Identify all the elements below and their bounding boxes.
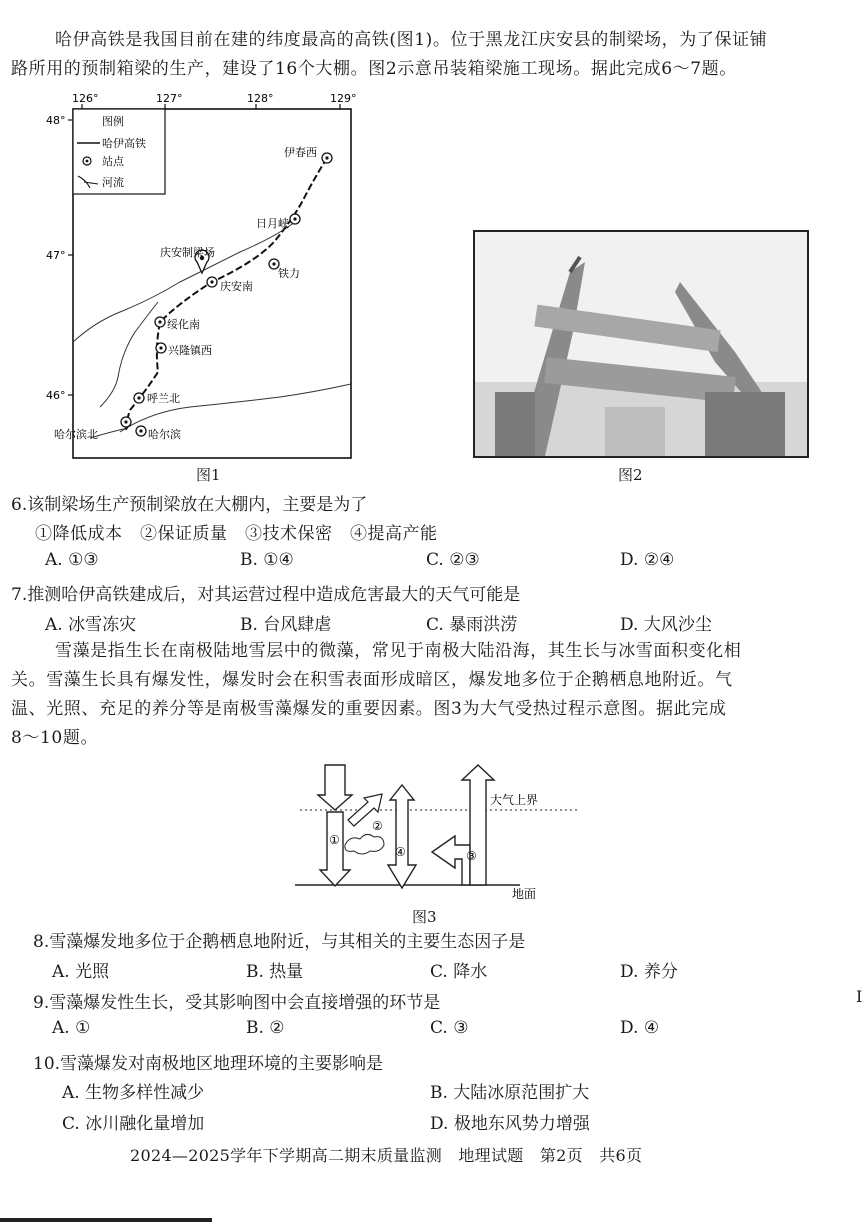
- q6-items: ①降低成本 ②保证质量 ③技术保密 ④提高产能: [35, 524, 438, 544]
- intro-paragraph-1-line-1: 哈伊高铁是我国目前在建的纬度最高的高铁(图1)。位于黑龙江庆安县的制梁场，为了保证铺: [55, 30, 768, 50]
- legend-river-label: 河流: [102, 176, 124, 189]
- arrow-3-counter-radiation: [432, 836, 470, 885]
- figure-2-photo: [473, 230, 809, 458]
- intro-paragraph-2-line-3: 温、光照、充足的养分等是南极雪藻爆发的重要因素。图3为大气受热过程示意图。据此完成: [11, 699, 727, 719]
- margin-mark: I: [856, 987, 863, 1006]
- label-riyuexia: 日月峡: [256, 217, 289, 230]
- lat-label-47: 47°: [46, 249, 66, 262]
- legend-rail-label: 哈伊高铁: [102, 137, 146, 150]
- legend-title: 图例: [102, 115, 124, 128]
- label-suihuanan: 绥化南: [167, 318, 200, 331]
- label-xinglongzhenxi: 兴隆镇西: [168, 344, 212, 357]
- q10-option-c: C. 冰川融化量增加: [62, 1114, 205, 1134]
- q6-option-a: A. ①③: [45, 550, 99, 570]
- q8-option-a: A. 光照: [52, 962, 110, 982]
- atmosphere-top-label: 大气上界: [490, 793, 539, 807]
- label-3: ③: [466, 849, 477, 863]
- lon-label-128: 128°: [247, 92, 274, 105]
- lon-label-127: 127°: [156, 92, 183, 105]
- figure-2-caption: 图2: [618, 466, 643, 484]
- legend-station-label: 站点: [102, 155, 124, 168]
- lat-label-48: 48°: [46, 114, 66, 127]
- label-tieli: 铁力: [278, 267, 300, 280]
- label-site: 庆安制梁场: [160, 246, 215, 259]
- lon-label-126: 126°: [72, 92, 99, 105]
- q6-option-d: D. ②④: [620, 550, 675, 570]
- q7-option-d: D. 大风沙尘: [620, 615, 712, 635]
- page-footer: 2024—2025学年下学期高二期末质量监测 地理试题 第2页 共6页: [130, 1146, 643, 1165]
- q7-stem: 7.推测哈伊高铁建成后，对其运营过程中造成危害最大的天气可能是: [11, 585, 521, 605]
- q7-option-c: C. 暴雨洪涝: [426, 615, 518, 635]
- q10-option-b: B. 大陆冰原范围扩大: [430, 1083, 590, 1103]
- intro-paragraph-2-line-1: 雪藻是指生长在南极陆地雪层中的微藻，常见于南极大陆沿海，其生长与冰雪面积变化相: [55, 641, 742, 661]
- q6-option-b: B. ①④: [240, 550, 294, 570]
- figure-3-caption: 图3: [412, 908, 437, 926]
- q8-option-c: C. 降水: [430, 962, 488, 982]
- label-haerbinbei: 哈尔滨北: [54, 428, 98, 441]
- cloud-icon: [345, 834, 384, 854]
- lat-label-46: 46°: [46, 389, 66, 402]
- q10-option-d: D. 极地东风势力增强: [430, 1114, 590, 1134]
- q9-option-d: D. ④: [620, 1018, 660, 1038]
- q9-stem: 9.雪藻爆发性生长，受其影响图中会直接增强的环节是: [33, 993, 441, 1013]
- q6-option-c: C. ②③: [426, 550, 480, 570]
- q9-option-c: C. ③: [430, 1018, 469, 1038]
- figure-1-map: [40, 92, 370, 462]
- intro-paragraph-1-line-2: 路所用的预制箱梁的生产，建设了16个大棚。图2示意吊装箱梁施工现场。据此完成6～7题。: [11, 59, 737, 79]
- intro-paragraph-2-line-2: 关。雪藻生长具有爆发性，爆发时会在积雪表面形成暗区，爆发地多位于企鹅栖息地附近。气: [11, 670, 733, 690]
- figure-1-caption: 图1: [196, 466, 221, 484]
- label-hulanbei: 呼兰北: [147, 392, 180, 405]
- lon-label-129: 129°: [330, 92, 357, 105]
- q9-option-a: A. ①: [52, 1018, 91, 1038]
- intro-paragraph-2-line-4: 8～10题。: [11, 728, 99, 748]
- q7-option-b: B. 台风肆虐: [240, 615, 332, 635]
- q6-stem: 6.该制梁场生产预制梁放在大棚内，主要是为了: [11, 495, 368, 515]
- q10-option-a: A. 生物多样性减少: [62, 1083, 205, 1103]
- label-1: ①: [329, 833, 340, 847]
- q8-stem: 8.雪藻爆发地多位于企鹅栖息地附近，与其相关的主要生态因子是: [33, 932, 526, 952]
- q7-option-a: A. 冰雪冻灾: [45, 615, 137, 635]
- q10-stem: 10.雪藻爆发对南极地区地理环境的主要影响是: [33, 1054, 384, 1074]
- label-haerbin: 哈尔滨: [148, 428, 181, 441]
- label-qinganan: 庆安南: [220, 280, 253, 293]
- label-yichunxi: 伊春西: [284, 146, 317, 159]
- solar-radiation-arrow: [318, 765, 352, 810]
- arrow-4-ground-radiation: [388, 785, 416, 888]
- figure-3-diagram: [290, 760, 590, 910]
- bottom-rule: [0, 1218, 212, 1222]
- q8-option-b: B. 热量: [246, 962, 304, 982]
- q8-option-d: D. 养分: [620, 962, 678, 982]
- label-4: ④: [395, 845, 406, 859]
- ground-label: 地面: [512, 887, 537, 901]
- q9-option-b: B. ②: [246, 1018, 285, 1038]
- label-2: ②: [372, 819, 383, 833]
